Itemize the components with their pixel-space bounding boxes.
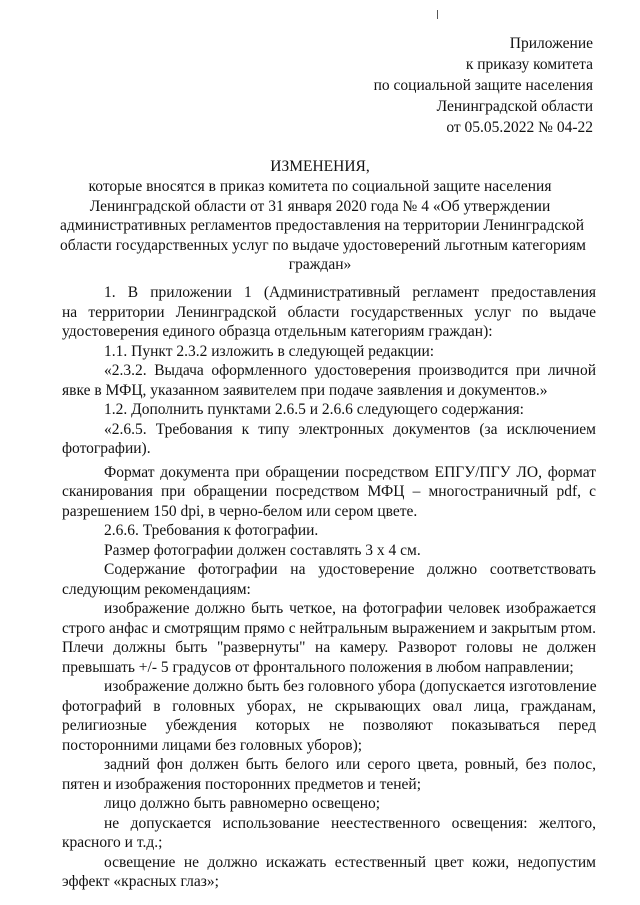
body-line: 2.6.6. Требования к фотографии. — [104, 522, 319, 539]
body-line: удостоверения единого образца отдельным категориям граждан): — [62, 323, 493, 340]
body-line: фотографий в головных уборах, не скрывающих овал лица, гражданам, — [62, 697, 596, 715]
appendix-block — [374, 33, 593, 138]
body-line: разрешением 150 dpi, в черно-белом или сером цвете. — [62, 502, 418, 520]
body-line: Плечи должны быть "развернуты" на камеру. Разворот головы не должен — [62, 639, 596, 656]
body-line: сканирования при обращении посредством МФЦ – многостраничный pdf, с — [62, 483, 596, 500]
body-line: «2.6.5. Требования к типу электронных документов (за исключением — [104, 420, 596, 438]
body-line: Формат документа при обращении посредством ЕПГУ/ПГУ ЛО, формат — [104, 463, 596, 481]
appendix-line: по социальной защите населения — [373, 77, 593, 94]
document-body — [62, 283, 596, 892]
body-line: посторонними лицами без головных уборов); — [62, 736, 363, 754]
subtitle-line: административных регламентов предоставления на территории Ленинградской — [60, 217, 585, 234]
appendix-line: к приказу комитета — [465, 56, 593, 73]
subtitle-line: Ленинградской области от 31 января 2020 года № 4 «Об утверждении — [89, 197, 551, 215]
body-line: освещение не должно искажать естественный цвет кожи, недопустим — [104, 853, 596, 871]
appendix-line: Приложение — [509, 35, 593, 52]
subtitle-line: области государственных услуг по выдаче удостоверений льготным категориям — [60, 236, 586, 254]
body-line: Содержание фотографии на удостоверение должно соответствовать — [104, 561, 596, 578]
body-line: на территории Ленинградской области государственных услуг по выдаче — [62, 303, 596, 321]
body-line: 1.1. Пункт 2.3.2 изложить в следующей редакции: — [104, 342, 435, 360]
body-line: «2.3.2. Выдача оформленного удостоверения производится при личной — [104, 362, 596, 379]
body-line: изображение должно быть без головного убора (допускается изготовление — [104, 678, 597, 695]
body-line: явке в МФЦ, указанном заявителем при подаче заявления и документов.» — [62, 381, 548, 399]
appendix-line: Ленинградской области — [436, 98, 593, 115]
body-line: изображение должно быть четкое, на фотографии человек изображается — [104, 600, 596, 617]
document-title: ИЗМЕНЕНИЯ, — [270, 158, 370, 175]
body-line: следующим рекомендациям: — [62, 580, 251, 598]
body-line: Размер фотографии должен составлять 3 х 4 см. — [104, 541, 421, 559]
subtitle-line: граждан» — [288, 256, 352, 273]
body-line: задний фон должен быть белого или серого цвета, ровный, без полос, — [104, 756, 596, 773]
body-line: лицо должно быть равномерно освещено; — [104, 795, 381, 812]
appendix-line: от 05.05.2022 № 04-22 — [446, 119, 593, 136]
body-line: фотографии). — [62, 440, 151, 457]
body-line: строго анфас и смотрящим прямо с нейтральным выражением и закрытым ртом. — [62, 619, 596, 637]
body-line: 1.2. Дополнить пунктами 2.6.5 и 2.6.6 следующего содержания: — [104, 401, 524, 418]
body-line: превышать +/- 5 градусов от фронтального положения в любом направлении; — [62, 658, 574, 676]
subtitle-line: которые вносятся в приказ комитета по социальной защите населения — [88, 178, 552, 195]
body-line: эффект «красных глаз»; — [62, 873, 219, 890]
body-line: 1. В приложении 1 (Административный регламент предоставления — [104, 284, 596, 301]
page-mark — [437, 10, 438, 19]
body-line: пятен и изображения посторонних предметов и теней; — [62, 775, 422, 793]
body-line: красного и т.д.; — [62, 834, 163, 851]
body-line: религиозные убеждения которых не позволяют показываться перед — [62, 717, 596, 734]
document-subtitle — [60, 177, 586, 275]
body-line: не допускается использование неестественного освещения: желтого, — [104, 814, 596, 832]
